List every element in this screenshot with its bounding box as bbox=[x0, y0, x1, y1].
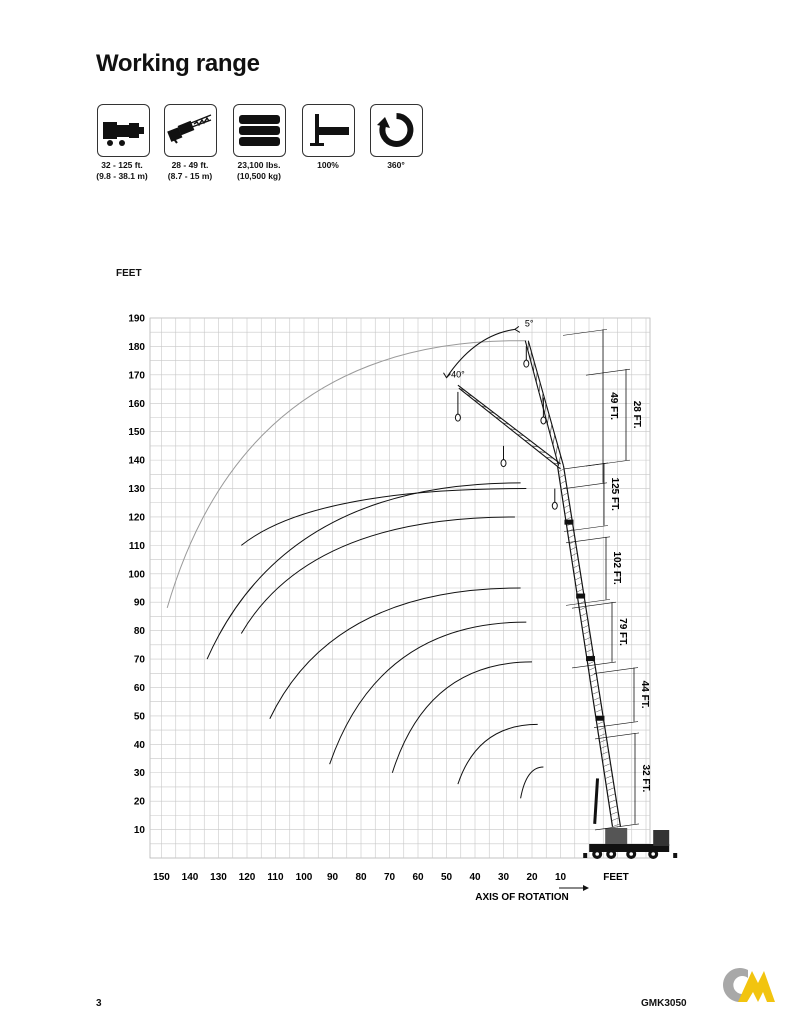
boom-hatch bbox=[590, 673, 597, 676]
range-arc bbox=[330, 622, 527, 764]
boom-hatch bbox=[613, 824, 621, 827]
section-length-label: 125 FT. bbox=[609, 477, 620, 511]
dimension-leader bbox=[594, 722, 638, 728]
section-length-label: 49 FT. bbox=[608, 392, 619, 421]
y-tick-label: 90 bbox=[133, 597, 145, 609]
x-tick-label: 130 bbox=[210, 872, 227, 883]
truck-hub bbox=[609, 852, 613, 856]
boom-hatch bbox=[584, 637, 590, 640]
y-tick-label: 190 bbox=[128, 313, 145, 325]
boom-hatch bbox=[602, 752, 609, 755]
boom-hatch bbox=[606, 782, 613, 785]
angle-arrow-head bbox=[515, 326, 520, 332]
truck-cab bbox=[653, 830, 669, 846]
y-unit-label: FEET bbox=[116, 268, 142, 279]
y-tick-label: 180 bbox=[128, 341, 145, 353]
hook-icon bbox=[524, 360, 529, 367]
y-tick-label: 120 bbox=[128, 512, 145, 524]
boom-hatch bbox=[599, 733, 606, 736]
x-tick-label: 100 bbox=[295, 872, 313, 883]
boom-hatch bbox=[577, 589, 583, 592]
x-tick-label: 50 bbox=[440, 872, 453, 883]
boom-hatch bbox=[560, 481, 566, 484]
boom-hatch bbox=[591, 679, 598, 682]
jib-5deg-lattice bbox=[534, 362, 535, 372]
x-tick-label: 110 bbox=[267, 872, 284, 883]
hook-icon bbox=[541, 417, 546, 424]
truck-hub bbox=[629, 852, 633, 856]
boom-hatch bbox=[563, 499, 569, 502]
y-tick-label: 60 bbox=[133, 682, 145, 694]
x-tick-label: 70 bbox=[383, 872, 396, 883]
jib-5deg-lattice bbox=[556, 445, 558, 455]
boom-hatch bbox=[569, 535, 575, 538]
boom-hatch bbox=[562, 493, 568, 496]
boom-hatch bbox=[593, 697, 600, 700]
x-tick-label: 40 bbox=[469, 872, 481, 883]
range-arc bbox=[458, 724, 538, 784]
page-title: Working range bbox=[96, 50, 260, 77]
boom-hatch bbox=[595, 709, 602, 712]
rotation-label: 360° bbox=[387, 160, 405, 170]
x-tick-label: 120 bbox=[238, 872, 256, 883]
jib-5deg-lattice bbox=[553, 435, 555, 445]
model-name: GMK3050 bbox=[641, 998, 687, 1009]
boom-hatch bbox=[608, 794, 615, 797]
section-length-label: 32 FT. bbox=[640, 764, 651, 793]
counterweight-label: 23,100 lbs. (10,500 kg) bbox=[237, 160, 281, 181]
y-tick-label: 70 bbox=[133, 654, 145, 666]
y-tick-label: 40 bbox=[133, 739, 145, 751]
boom-hatch bbox=[575, 577, 581, 580]
swingaway-jib-label: 28 - 49 ft. (8.7 - 15 m) bbox=[167, 160, 213, 181]
hook-icon bbox=[501, 460, 506, 467]
boom-hatch bbox=[591, 685, 598, 688]
y-tick-label: 10 bbox=[133, 825, 145, 837]
y-tick-label: 140 bbox=[128, 455, 145, 467]
section-length-label: 44 FT. bbox=[639, 680, 650, 709]
range-arcs bbox=[167, 341, 543, 799]
boom-hatch bbox=[580, 607, 586, 610]
x-tick-label: 10 bbox=[554, 872, 567, 883]
dimension-leader bbox=[586, 369, 630, 375]
outrigger-label: 100% bbox=[317, 160, 339, 170]
axis-of-rotation-label: AXIS OF ROTATION bbox=[475, 892, 569, 903]
boom-hatch bbox=[565, 511, 571, 514]
jib-5deg-lattice bbox=[536, 372, 537, 382]
boom-hatch bbox=[605, 776, 612, 779]
boom-hatch bbox=[581, 619, 587, 622]
x-tick-label: 150 bbox=[153, 872, 170, 883]
axis-labels bbox=[128, 314, 628, 903]
boom-section-joint bbox=[586, 656, 595, 661]
dimension-leader bbox=[572, 662, 616, 668]
boom-hatch bbox=[603, 764, 610, 767]
boom-hatch bbox=[601, 746, 608, 749]
boom-hatch bbox=[580, 613, 586, 616]
boom-hatch bbox=[611, 812, 618, 815]
luffing-cylinder bbox=[595, 778, 598, 823]
truck-hub bbox=[651, 852, 655, 856]
y-tick-label: 30 bbox=[133, 768, 145, 780]
boom-hatch bbox=[564, 505, 570, 508]
range-arc bbox=[207, 483, 520, 659]
dimension-leader bbox=[563, 483, 607, 489]
jib-5deg-lattice bbox=[542, 393, 543, 403]
outrigger-pad bbox=[673, 853, 677, 858]
boom-section-joint bbox=[595, 716, 604, 721]
main-boom-label: 32 - 125 ft. (9.8 - 38.1 m) bbox=[96, 160, 148, 181]
x-tick-label: 90 bbox=[326, 872, 339, 883]
boom-hatch bbox=[597, 721, 604, 724]
y-tick-label: 160 bbox=[128, 398, 145, 410]
section-length-label: 102 FT. bbox=[611, 551, 622, 585]
y-tick-label: 110 bbox=[128, 540, 145, 552]
hook-icon bbox=[455, 414, 460, 421]
angle-40-label: 40° bbox=[451, 369, 465, 380]
jib-5deg-lattice bbox=[545, 403, 546, 413]
y-tick-label: 100 bbox=[128, 569, 145, 581]
boom-hatch bbox=[612, 818, 619, 821]
boom-hatch bbox=[566, 517, 572, 520]
x-tick-label: 80 bbox=[355, 872, 367, 883]
jib-5deg-lattice bbox=[547, 414, 548, 424]
x-tick-label: 140 bbox=[181, 872, 199, 883]
boom-hatch bbox=[583, 631, 589, 634]
boom-hatch bbox=[571, 553, 577, 556]
y-tick-label: 150 bbox=[128, 427, 145, 439]
outrigger-pad bbox=[583, 853, 587, 858]
boom-section-joint bbox=[564, 520, 573, 525]
jib-5deg-lattice bbox=[550, 424, 552, 434]
y-tick-label: 50 bbox=[133, 711, 145, 723]
hook-icon bbox=[552, 502, 557, 509]
range-arc bbox=[392, 662, 532, 773]
boom-hatch bbox=[607, 788, 614, 791]
section-length-label: 79 FT. bbox=[617, 618, 628, 646]
boom-hatch bbox=[582, 625, 588, 628]
dimension-leader bbox=[564, 463, 608, 469]
x-unit-label: FEET bbox=[603, 872, 629, 883]
boom-hatch bbox=[592, 691, 599, 694]
boom-hatch bbox=[610, 806, 617, 809]
boom-hatch bbox=[559, 475, 565, 478]
jib-5deg-lattice bbox=[539, 382, 540, 392]
range-arc bbox=[270, 588, 521, 719]
boom-hatch bbox=[558, 469, 564, 472]
section-length-label: 28 FT. bbox=[631, 400, 642, 429]
boom-hatch bbox=[604, 770, 611, 773]
x-tick-label: 20 bbox=[526, 872, 538, 883]
y-tick-label: 170 bbox=[128, 370, 145, 382]
range-arc bbox=[241, 517, 515, 634]
dimension-leader bbox=[595, 733, 639, 739]
truck-hub bbox=[595, 852, 599, 856]
x-tick-label: 30 bbox=[497, 872, 510, 883]
dimension-leader bbox=[564, 525, 608, 531]
x-tick-label: 60 bbox=[412, 872, 424, 883]
page-number: 3 bbox=[96, 998, 102, 1009]
boom-hatch bbox=[594, 703, 601, 706]
y-tick-label: 20 bbox=[133, 796, 145, 808]
angle-5-label: 5° bbox=[524, 318, 534, 329]
boom-hatch bbox=[589, 667, 596, 670]
axis-arrow-head bbox=[583, 885, 589, 891]
truck-superstructure bbox=[605, 828, 627, 844]
boom-section-joint bbox=[576, 594, 585, 599]
y-tick-label: 130 bbox=[128, 484, 145, 496]
chart-grid bbox=[150, 318, 650, 858]
boom-hatch bbox=[570, 547, 576, 550]
boom-hatch bbox=[576, 583, 582, 586]
dimension-leader bbox=[594, 668, 638, 674]
boom-hatch bbox=[573, 565, 579, 568]
y-tick-label: 80 bbox=[133, 626, 145, 638]
manufacturer-logo-icon bbox=[718, 965, 776, 1005]
